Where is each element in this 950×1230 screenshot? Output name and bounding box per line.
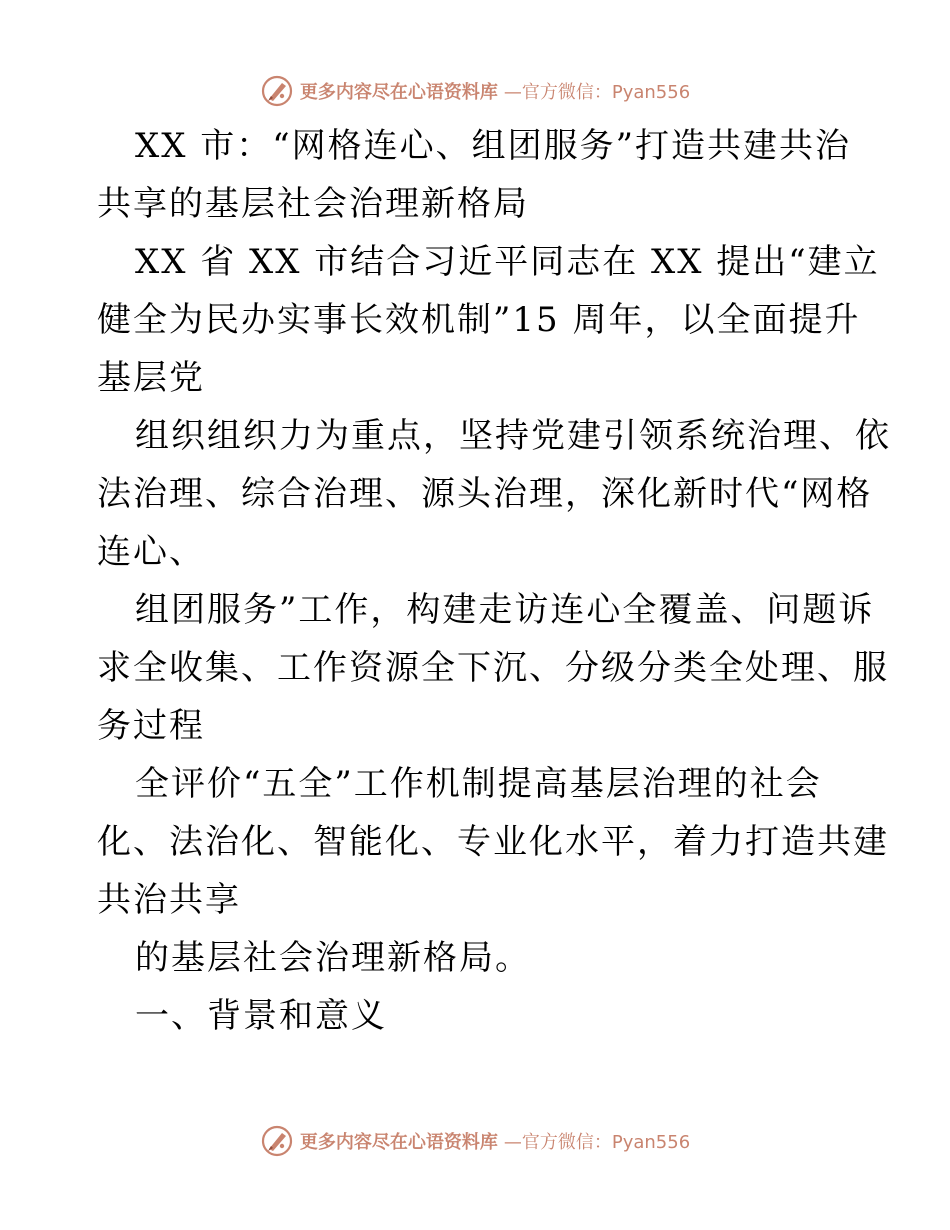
paragraph-line: 求全收集、工作资源全下沉、分级分类全处理、服 <box>97 648 889 688</box>
paragraph-line: 连心、 <box>97 532 205 572</box>
paragraph-line: 务过程 <box>97 706 205 746</box>
section-heading: 一、背景和意义 <box>135 996 387 1036</box>
watermark-main-text: 更多内容尽在心语资料库 <box>299 82 498 103</box>
watermark-sub-text: —官方微信：Pyan556 <box>503 82 691 103</box>
paragraph-line: 的基层社会治理新格局。 <box>135 938 531 978</box>
paragraph-line: 全评价“五全”工作机制提高基层治理的社会 <box>135 764 822 804</box>
paragraph-line: 组团服务”工作，构建走访连心全覆盖、问题诉 <box>135 590 875 630</box>
quill-pen-logo-icon <box>260 1124 294 1158</box>
watermark-sub-text: —官方微信：Pyan556 <box>503 1132 691 1153</box>
document-body <box>97 117 891 1045</box>
paragraph-line: 法治理、综合治理、源头治理，深化新时代“网格 <box>97 474 873 514</box>
paragraph-line: 基层党 <box>97 358 205 398</box>
document-title-line-1: XX 市：“网格连心、组团服务”打造共建共治 <box>135 126 851 166</box>
footer-watermark <box>0 1119 950 1163</box>
paragraph-line: 共治共享 <box>97 880 241 920</box>
watermark-main-text: 更多内容尽在心语资料库 <box>299 1132 498 1153</box>
paragraph-line: 健全为民办实事长效机制”15 周年，以全面提升 <box>97 300 861 340</box>
paragraph-line: 化、法治化、智能化、专业化水平，着力打造共建 <box>97 822 889 862</box>
header-watermark <box>0 69 950 113</box>
document-title-line-2: 共享的基层社会治理新格局 <box>97 184 529 224</box>
quill-pen-logo-icon <box>260 74 294 108</box>
paragraph-line: XX 省 XX 市结合习近平同志在 XX 提出“建立 <box>135 242 880 282</box>
paragraph-line: 组织组织力为重点，坚持党建引领系统治理、依 <box>135 416 891 456</box>
